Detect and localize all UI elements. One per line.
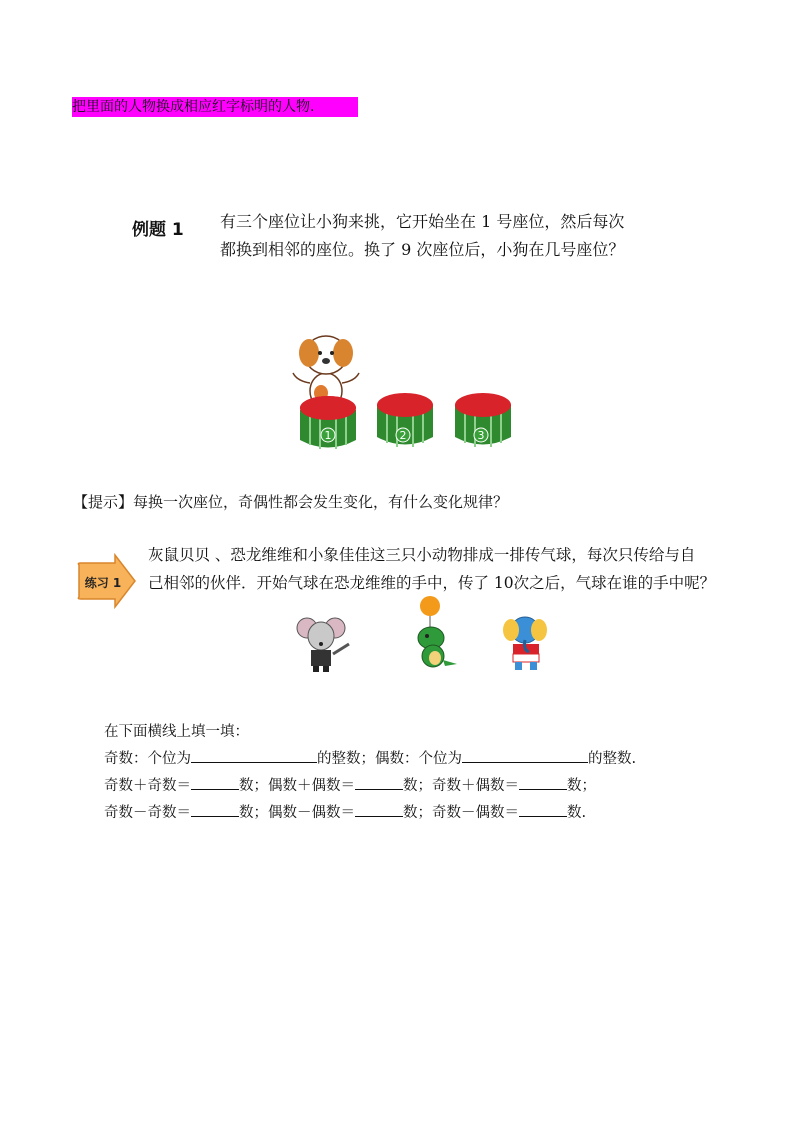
fill-row-2 [104,775,596,797]
seat-number-3: 3 [477,429,485,442]
example-question [220,208,700,264]
dog-seats-illustration [285,325,525,460]
practice-badge [73,553,137,609]
blank-odd-plus-even[interactable] [519,775,567,790]
animals-illustration [293,594,583,674]
row3-text-b: 数；偶数－偶数＝ [239,805,355,821]
practice-line-2: 己相邻的伙伴．开始气球在恐龙维维的手中，传了 10次之后，气球在谁的手中呢？ [148,574,716,592]
row2-text-c: 数；奇数＋偶数＝ [403,778,519,794]
practice-line-1: 灰鼠贝贝 、恐龙维维和小象佳佳这三只小动物排成一排传气球，每次只传给与自 [148,546,696,564]
row2-text-d: 数； [567,778,596,794]
row3-text-d: 数. [567,805,587,821]
blank-odd-minus-odd[interactable] [191,802,239,817]
blank-even-plus-even[interactable] [355,775,403,790]
row2-text-a: 奇数＋奇数＝ [104,778,191,794]
fill-title: 在下面横线上填一填： [104,724,249,740]
example-line-2: 都换到相邻的座位。换了 9 次座位后，小狗在几号座位？ [220,240,625,259]
blank-odd-minus-even[interactable] [519,802,567,817]
blank-odd-plus-odd[interactable] [191,775,239,790]
seat-number-1: 1 [324,429,332,442]
seat-number-2: 2 [399,429,407,442]
row1-text-a: 奇数：个位为 [104,751,191,767]
example-line-1: 有三个座位让小狗来挑，它开始坐在 1 号座位，然后每次 [220,212,625,231]
seat-1 [300,396,356,449]
seat-2 [377,393,433,447]
instruction-highlight: 把里面的人物换成相应红字标明的人物. [72,97,358,117]
row1-text-c: 的整数. [588,751,637,767]
seat-3 [455,393,511,447]
blank-even-digits[interactable] [462,748,588,763]
practice-label: 练习 1 [84,576,122,590]
row3-text-c: 数；奇数－偶数＝ [403,805,519,821]
elephant-icon [503,617,547,670]
dinosaur-icon [418,596,457,667]
row1-text-b: 的整数；偶数：个位为 [317,751,462,767]
mouse-icon [297,618,349,672]
row2-text-b: 数；偶数＋偶数＝ [239,778,355,794]
example-label: 例题 1 [132,220,184,240]
row3-text-a: 奇数－奇数＝ [104,805,191,821]
blank-odd-digits[interactable] [191,748,317,763]
fill-row-3 [104,802,586,824]
fill-row-1 [104,748,636,770]
hint-text: 【提示】每换一次座位，奇偶性都会发生变化，有什么变化规律？ [73,493,509,511]
blank-even-minus-even[interactable] [355,802,403,817]
practice-question [148,541,748,597]
